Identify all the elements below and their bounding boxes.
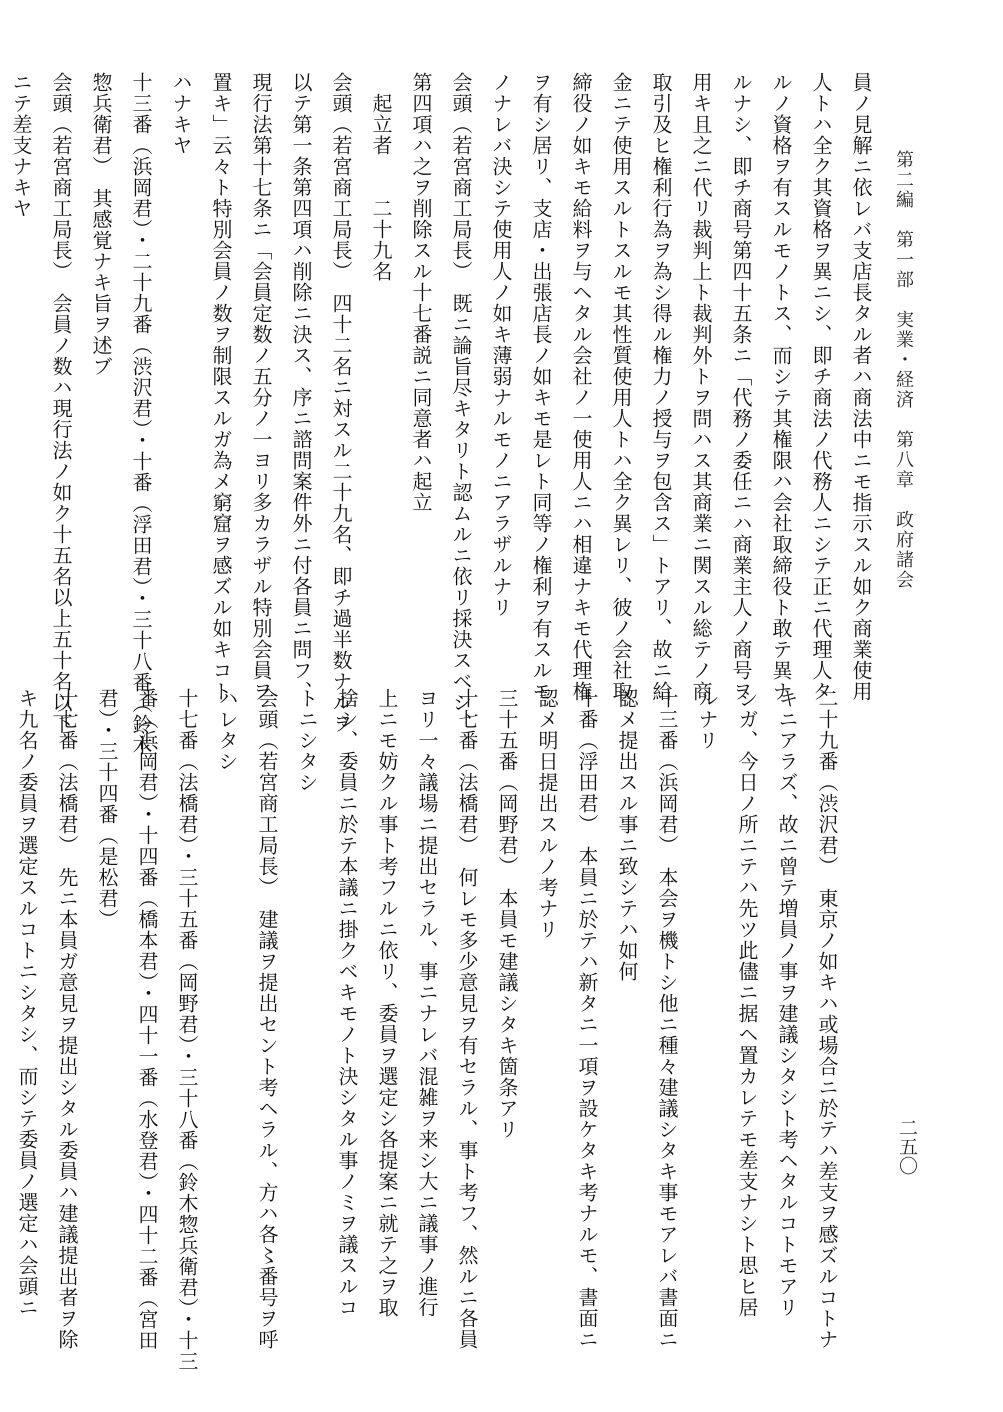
page-number: 二五〇: [896, 1118, 918, 1175]
text-line: 締役ノ如キモ給料ヲ与ヘタル会社ノ一使用人ニハ相違ナキモ代理権: [569, 72, 593, 702]
text-line: ヨリ一々議場ニ提出セラル、事ニナレバ混雑ヲ来シ大ニ議事ノ進行: [415, 688, 439, 1318]
text-line: [0, 688, 7, 1328]
text-line: 君）・三十四番（是松君）: [95, 688, 119, 930]
text-line: トニシタシ: [295, 688, 319, 793]
text-line: ヲ有シ居リ、支店・出張店長ノ如キモ是レト同等ノ権利ヲ有スルモ: [529, 72, 553, 702]
text-line: 会頭（若宮商工局長） 既ニ論旨尽キタリト認ムルニ依リ採決スベシ、: [449, 72, 473, 734]
text-line: ハレタシ: [215, 688, 239, 772]
text-line: ルノ資格ヲ有スルモノトス、而シテ其権限ハ会社取締役ト敢テ異ナ: [769, 72, 793, 702]
text-line: ニテ差支ナキヤ: [9, 72, 33, 219]
text-line: 十七番（法橋君） 何レモ多少意見ヲ有セラル、事ト考フ、然ルニ各員: [455, 688, 479, 1350]
text-line: 人トハ全ク其資格ヲ異ニシ、即チ商法ノ代務人ニシテ正ニ代理人タ: [809, 72, 833, 702]
text-line: シガ、今日ノ所ニテハ先ツ此儘ニ据ヘ置カレテモ差支ナシト思ヒ居: [735, 688, 759, 1318]
text-line: 用キ且之ニ代リ裁判上ト裁判外トヲ問ハス其商業ニ関スル総テノ商: [689, 72, 713, 702]
text-line: 会頭（若宮商工局長） 四十二名ニ対スル二十九名、即チ過半数ナルヲ: [329, 72, 353, 734]
text-line: ルナシ、即チ商号第四十五条ニ「代務ノ委任ニハ商業主人ノ商号ヲ: [729, 72, 753, 702]
text-line: 認メ明日提出スルノ考ナリ: [535, 688, 559, 940]
text-line: 十番（浮田君） 本員ニ於テハ新タニ一項ヲ設ケタキ考ナルモ、書面ニ: [575, 688, 599, 1350]
text-line: 置キ」云々ト特別会員ノ数ヲ制限スルガ為メ窮窟ヲ感ズル如キコト: [209, 72, 233, 702]
text-line: 十七番（法橋君） 先ニ本員ガ意見ヲ提出シタル委員ハ建議提出者ヲ除: [55, 688, 79, 1350]
text-line: キ九名ノ委員ヲ選定スルコトニシタシ、而シテ委員ノ選定ハ会頭ニ: [15, 688, 39, 1318]
text-line: 番（浜岡君）・十四番（橋本君）・四十一番（水登君）・四十二番（宮田: [135, 688, 159, 1351]
text-line: 三十五番（岡野君） 本員モ建議シタキ箇条アリ: [495, 688, 519, 1140]
text-line: 以テ第一条第四項ハ削除ニ決ス、序ニ諮問案件外ニ付各員ニ問フ、: [289, 72, 313, 702]
text-line: 取引及ヒ権利行為ヲ為シ得ル権力ノ授与ヲ包含ス」トアリ、故ニ給: [649, 72, 673, 702]
text-line: 十七番（法橋君）・三十五番（岡野君）・三十八番（鈴木惣兵衛君）・十三: [175, 688, 199, 1372]
text-line: 二十九番（渋沢君） 東京ノ如キハ或場合ニ於テハ差支ヲ感ズルコトナ: [815, 688, 839, 1350]
text-line: ハナキヤ: [169, 72, 193, 156]
text-line: 会頭（若宮商工局長） 会員ノ数ハ現行法ノ如ク十五名以上五十名以下: [49, 72, 73, 734]
text-line: 起立者 二十九名: [369, 72, 393, 282]
text-line: キニアラズ、故ニ曾テ増員ノ事ヲ建議シタシト考ヘタルコトモアリ: [775, 688, 799, 1318]
text-line: 員ノ見解ニ依レバ支店長タル者ハ商法中ニモ指示スル如ク商業使用: [849, 72, 873, 702]
text-line: 金ニテ使用スルトスルモ其性質使用人トハ全ク異レリ、彼ノ会社取: [609, 72, 633, 702]
text-line: 現行法第十七条ニ「会員定数ノ五分ノ一ヨリ多カラザル特別会員ヲ: [249, 72, 273, 702]
text-line: 捨シ、委員ニ於テ本議ニ掛クベキモノト決シタル事ノミヲ議スルコ: [335, 688, 359, 1318]
text-line: 惣兵衛君） 其感覚ナキ旨ヲ述ブ: [89, 72, 113, 377]
text-line: ルナリ: [695, 688, 719, 751]
text-line: 第四項ハ之ヲ削除スル十七番説ニ同意者ハ起立: [409, 72, 433, 513]
lower-text-block: [15, 688, 847, 1372]
text-line: 十三番（浜岡君） 本会ヲ機トシ他ニ種々建議シタキ事モアレバ書面ニ: [655, 688, 679, 1350]
text-line: 十三番（浜岡君）・二十九番（渋沢君）・十番（浮田君）・三十八番（鈴木: [129, 72, 153, 756]
text-line: ノナレバ決シテ使用人ノ如キ薄弱ナルモノニアラザルナリ: [489, 72, 513, 618]
text-line: 認メ提出スル事ニ致シテハ如何: [615, 688, 639, 982]
text-line: 会頭（若宮商工局長） 建議ヲ提出セント考ヘラル、方ハ各〻番号ヲ呼: [255, 688, 279, 1350]
text-line: 上ニモ妨クル事ト考フルニ依リ、委員ヲ選定シ各提案ニ就テ之ヲ取: [375, 688, 399, 1318]
running-header: 第二編 第一部 実業・経済 第八章 政府諸会: [893, 150, 914, 590]
